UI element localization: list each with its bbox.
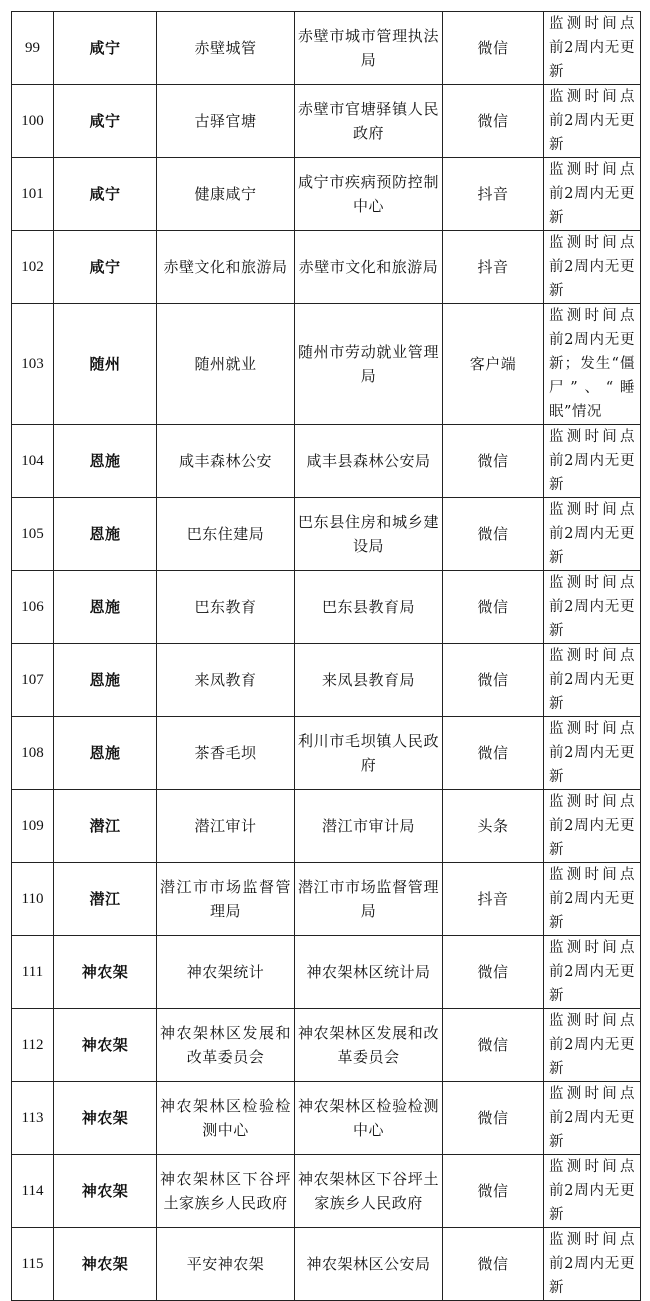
issue-note: 监测时间点前2周内无更新 bbox=[544, 1228, 641, 1301]
issue-note: 监测时间点前2周内无更新 bbox=[544, 1009, 641, 1082]
table-row bbox=[12, 1155, 641, 1228]
organization-name: 巴东县住房和城乡建设局 bbox=[295, 498, 443, 571]
organization-name: 神农架林区公安局 bbox=[295, 1228, 443, 1301]
table-row bbox=[12, 717, 641, 790]
table-row bbox=[12, 498, 641, 571]
platform-name: 微信 bbox=[443, 1228, 544, 1301]
table-row bbox=[12, 85, 641, 158]
city-name: 随州 bbox=[54, 304, 157, 425]
account-name: 赤壁城管 bbox=[157, 12, 295, 85]
platform-name: 抖音 bbox=[443, 231, 544, 304]
row-number: 115 bbox=[12, 1228, 54, 1301]
row-number: 110 bbox=[12, 863, 54, 936]
platform-name: 微信 bbox=[443, 498, 544, 571]
city-name: 恩施 bbox=[54, 425, 157, 498]
row-number: 100 bbox=[12, 85, 54, 158]
inspection-table bbox=[11, 11, 641, 1301]
account-name: 健康咸宁 bbox=[157, 158, 295, 231]
platform-name: 头条 bbox=[443, 790, 544, 863]
table-row bbox=[12, 304, 641, 425]
organization-name: 随州市劳动就业管理局 bbox=[295, 304, 443, 425]
organization-name: 神农架林区检验检测中心 bbox=[295, 1082, 443, 1155]
platform-name: 微信 bbox=[443, 936, 544, 1009]
table-row bbox=[12, 425, 641, 498]
organization-name: 咸宁市疾病预防控制中心 bbox=[295, 158, 443, 231]
account-name: 巴东教育 bbox=[157, 571, 295, 644]
account-name: 随州就业 bbox=[157, 304, 295, 425]
organization-name: 神农架林区统计局 bbox=[295, 936, 443, 1009]
issue-note: 监测时间点前2周内无更新 bbox=[544, 425, 641, 498]
table-row bbox=[12, 12, 641, 85]
table-row bbox=[12, 1228, 641, 1301]
platform-name: 微信 bbox=[443, 1009, 544, 1082]
account-name: 潜江审计 bbox=[157, 790, 295, 863]
table-row bbox=[12, 231, 641, 304]
account-name: 巴东住建局 bbox=[157, 498, 295, 571]
platform-name: 客户端 bbox=[443, 304, 544, 425]
account-name: 潜江市市场监督管理局 bbox=[157, 863, 295, 936]
city-name: 恩施 bbox=[54, 717, 157, 790]
platform-name: 微信 bbox=[443, 425, 544, 498]
table-row bbox=[12, 1009, 641, 1082]
city-name: 神农架 bbox=[54, 936, 157, 1009]
table-row bbox=[12, 644, 641, 717]
issue-note: 监测时间点前2周内无更新；发生“僵尸”、“睡眠”情况 bbox=[544, 304, 641, 425]
row-number: 111 bbox=[12, 936, 54, 1009]
platform-name: 微信 bbox=[443, 85, 544, 158]
row-number: 113 bbox=[12, 1082, 54, 1155]
city-name: 恩施 bbox=[54, 571, 157, 644]
platform-name: 微信 bbox=[443, 12, 544, 85]
organization-name: 潜江市市场监督管理局 bbox=[295, 863, 443, 936]
organization-name: 来凤县教育局 bbox=[295, 644, 443, 717]
issue-note: 监测时间点前2周内无更新 bbox=[544, 644, 641, 717]
issue-note: 监测时间点前2周内无更新 bbox=[544, 1082, 641, 1155]
platform-name: 微信 bbox=[443, 644, 544, 717]
organization-name: 利川市毛坝镇人民政府 bbox=[295, 717, 443, 790]
city-name: 神农架 bbox=[54, 1082, 157, 1155]
table-row bbox=[12, 863, 641, 936]
organization-name: 神农架林区下谷坪土家族乡人民政府 bbox=[295, 1155, 443, 1228]
row-number: 104 bbox=[12, 425, 54, 498]
issue-note: 监测时间点前2周内无更新 bbox=[544, 12, 641, 85]
row-number: 102 bbox=[12, 231, 54, 304]
city-name: 恩施 bbox=[54, 644, 157, 717]
account-name: 神农架统计 bbox=[157, 936, 295, 1009]
account-name: 神农架林区发展和改革委员会 bbox=[157, 1009, 295, 1082]
table-row bbox=[12, 1082, 641, 1155]
account-name: 古驿官塘 bbox=[157, 85, 295, 158]
row-number: 101 bbox=[12, 158, 54, 231]
issue-note: 监测时间点前2周内无更新 bbox=[544, 1155, 641, 1228]
city-name: 神农架 bbox=[54, 1155, 157, 1228]
row-number: 107 bbox=[12, 644, 54, 717]
issue-note: 监测时间点前2周内无更新 bbox=[544, 717, 641, 790]
table-row bbox=[12, 158, 641, 231]
issue-note: 监测时间点前2周内无更新 bbox=[544, 231, 641, 304]
organization-name: 赤壁市文化和旅游局 bbox=[295, 231, 443, 304]
organization-name: 巴东县教育局 bbox=[295, 571, 443, 644]
account-name: 神农架林区检验检测中心 bbox=[157, 1082, 295, 1155]
row-number: 99 bbox=[12, 12, 54, 85]
issue-note: 监测时间点前2周内无更新 bbox=[544, 571, 641, 644]
city-name: 咸宁 bbox=[54, 85, 157, 158]
table-row bbox=[12, 571, 641, 644]
issue-note: 监测时间点前2周内无更新 bbox=[544, 936, 641, 1009]
account-name: 平安神农架 bbox=[157, 1228, 295, 1301]
account-name: 赤壁文化和旅游局 bbox=[157, 231, 295, 304]
organization-name: 赤壁市城市管理执法局 bbox=[295, 12, 443, 85]
issue-note: 监测时间点前2周内无更新 bbox=[544, 498, 641, 571]
city-name: 咸宁 bbox=[54, 231, 157, 304]
city-name: 潜江 bbox=[54, 790, 157, 863]
city-name: 咸宁 bbox=[54, 158, 157, 231]
city-name: 咸宁 bbox=[54, 12, 157, 85]
account-name: 茶香毛坝 bbox=[157, 717, 295, 790]
platform-name: 微信 bbox=[443, 571, 544, 644]
city-name: 神农架 bbox=[54, 1228, 157, 1301]
platform-name: 抖音 bbox=[443, 863, 544, 936]
city-name: 神农架 bbox=[54, 1009, 157, 1082]
organization-name: 潜江市审计局 bbox=[295, 790, 443, 863]
platform-name: 微信 bbox=[443, 1082, 544, 1155]
organization-name: 神农架林区发展和改革委员会 bbox=[295, 1009, 443, 1082]
city-name: 潜江 bbox=[54, 863, 157, 936]
issue-note: 监测时间点前2周内无更新 bbox=[544, 158, 641, 231]
account-name: 来凤教育 bbox=[157, 644, 295, 717]
platform-name: 微信 bbox=[443, 717, 544, 790]
platform-name: 微信 bbox=[443, 1155, 544, 1228]
platform-name: 抖音 bbox=[443, 158, 544, 231]
organization-name: 赤壁市官塘驿镇人民政府 bbox=[295, 85, 443, 158]
row-number: 112 bbox=[12, 1009, 54, 1082]
organization-name: 咸丰县森林公安局 bbox=[295, 425, 443, 498]
row-number: 105 bbox=[12, 498, 54, 571]
row-number: 108 bbox=[12, 717, 54, 790]
account-name: 神农架林区下谷坪土家族乡人民政府 bbox=[157, 1155, 295, 1228]
row-number: 114 bbox=[12, 1155, 54, 1228]
table-row bbox=[12, 790, 641, 863]
city-name: 恩施 bbox=[54, 498, 157, 571]
issue-note: 监测时间点前2周内无更新 bbox=[544, 85, 641, 158]
row-number: 103 bbox=[12, 304, 54, 425]
issue-note: 监测时间点前2周内无更新 bbox=[544, 863, 641, 936]
issue-note: 监测时间点前2周内无更新 bbox=[544, 790, 641, 863]
row-number: 109 bbox=[12, 790, 54, 863]
row-number: 106 bbox=[12, 571, 54, 644]
account-name: 咸丰森林公安 bbox=[157, 425, 295, 498]
table-row bbox=[12, 936, 641, 1009]
